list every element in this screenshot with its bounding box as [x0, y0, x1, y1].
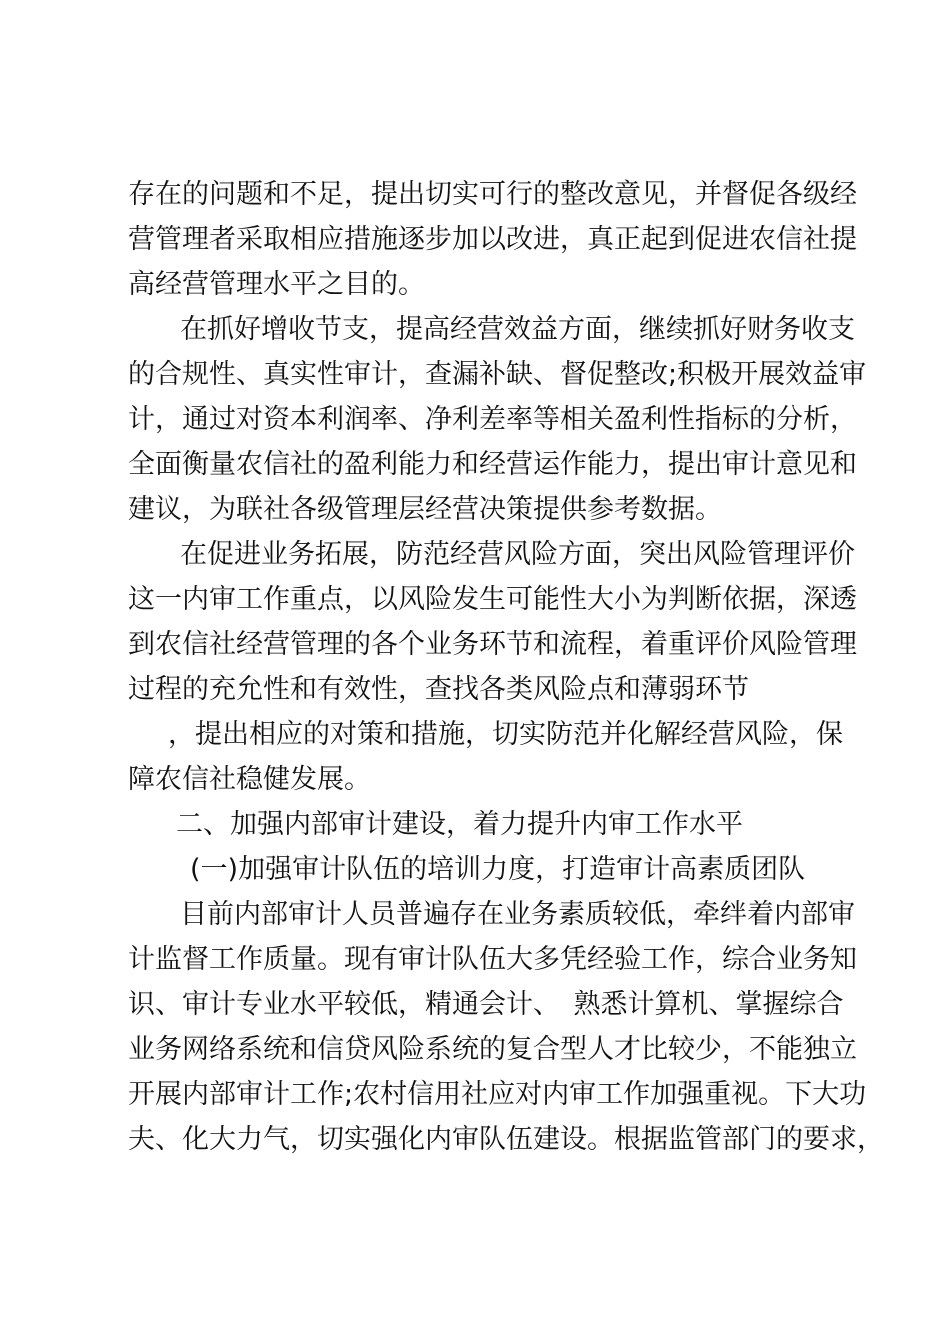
text-line: 在抓好增收节支，提高经营效益方面，继续抓好财务收支 [180, 314, 855, 345]
text-line: 全面衡量农信社的盈利能力和经营运作能力，提出审计意见和 [128, 449, 857, 480]
text-line: 在促进业务拓展，防范经营风险方面，突出风险管理评价 [180, 539, 855, 570]
text-line: 开展内部审计工作;农村信用社应对内审工作加强重视。下大功 [128, 1079, 867, 1110]
text-line: 夫、化大力气，切实强化内审队伍建设。根据监管部门的要求， [128, 1124, 884, 1155]
text-line: 识、审计专业水平较低，精通会计、 熟悉计算机、掌握综合 [128, 989, 844, 1020]
text-line: 存在的问题和不足，提出切实可行的整改意见，并督促各级经 [128, 179, 857, 210]
text-line: 建议，为联社各级管理层经营决策提供参考数据。 [128, 494, 722, 525]
text-line: 到农信社经营管理的各个业务环节和流程，着重评价风险管理 [128, 629, 857, 660]
text-line: 目前内部审计人员普遍存在业务素质较低，牵绊着内部审 [180, 899, 855, 930]
text-line: 这一内审工作重点，以风险发生可能性大小为判断依据，深透 [128, 584, 857, 615]
text-line: 业务网络系统和信贷风险系统的复合型人才比较少，不能独立 [128, 1034, 857, 1065]
text-line: 计，通过对资本利润率、净利差率等相关盈利性指标的分析， [128, 404, 857, 435]
text-line: 过程的充允性和有效性，查找各类风险点和薄弱环节 [128, 674, 749, 705]
text-line: 营管理者采取相应措施逐步加以改进，真正起到促进农信社提 [128, 224, 857, 255]
section-heading: 二、加强内部审计建设，着力提升内审工作水平 [176, 809, 743, 840]
text-line: 的合规性、真实性审计，查漏补缺、督促整改;积极开展效益审 [128, 359, 867, 390]
text-line: 计监督工作质量。现有审计队伍大多凭经验工作，综合业务知 [128, 944, 857, 975]
subsection-heading: (一)加强审计队伍的培训力度，打造审计高素质团队 [190, 854, 806, 885]
text-line: 高经营管理水平之目的。 [128, 269, 425, 300]
text-line: ，提出相应的对策和措施，切实防范并化解经营风险，保 [168, 719, 843, 750]
text-line: 障农信社稳健发展。 [128, 764, 371, 795]
